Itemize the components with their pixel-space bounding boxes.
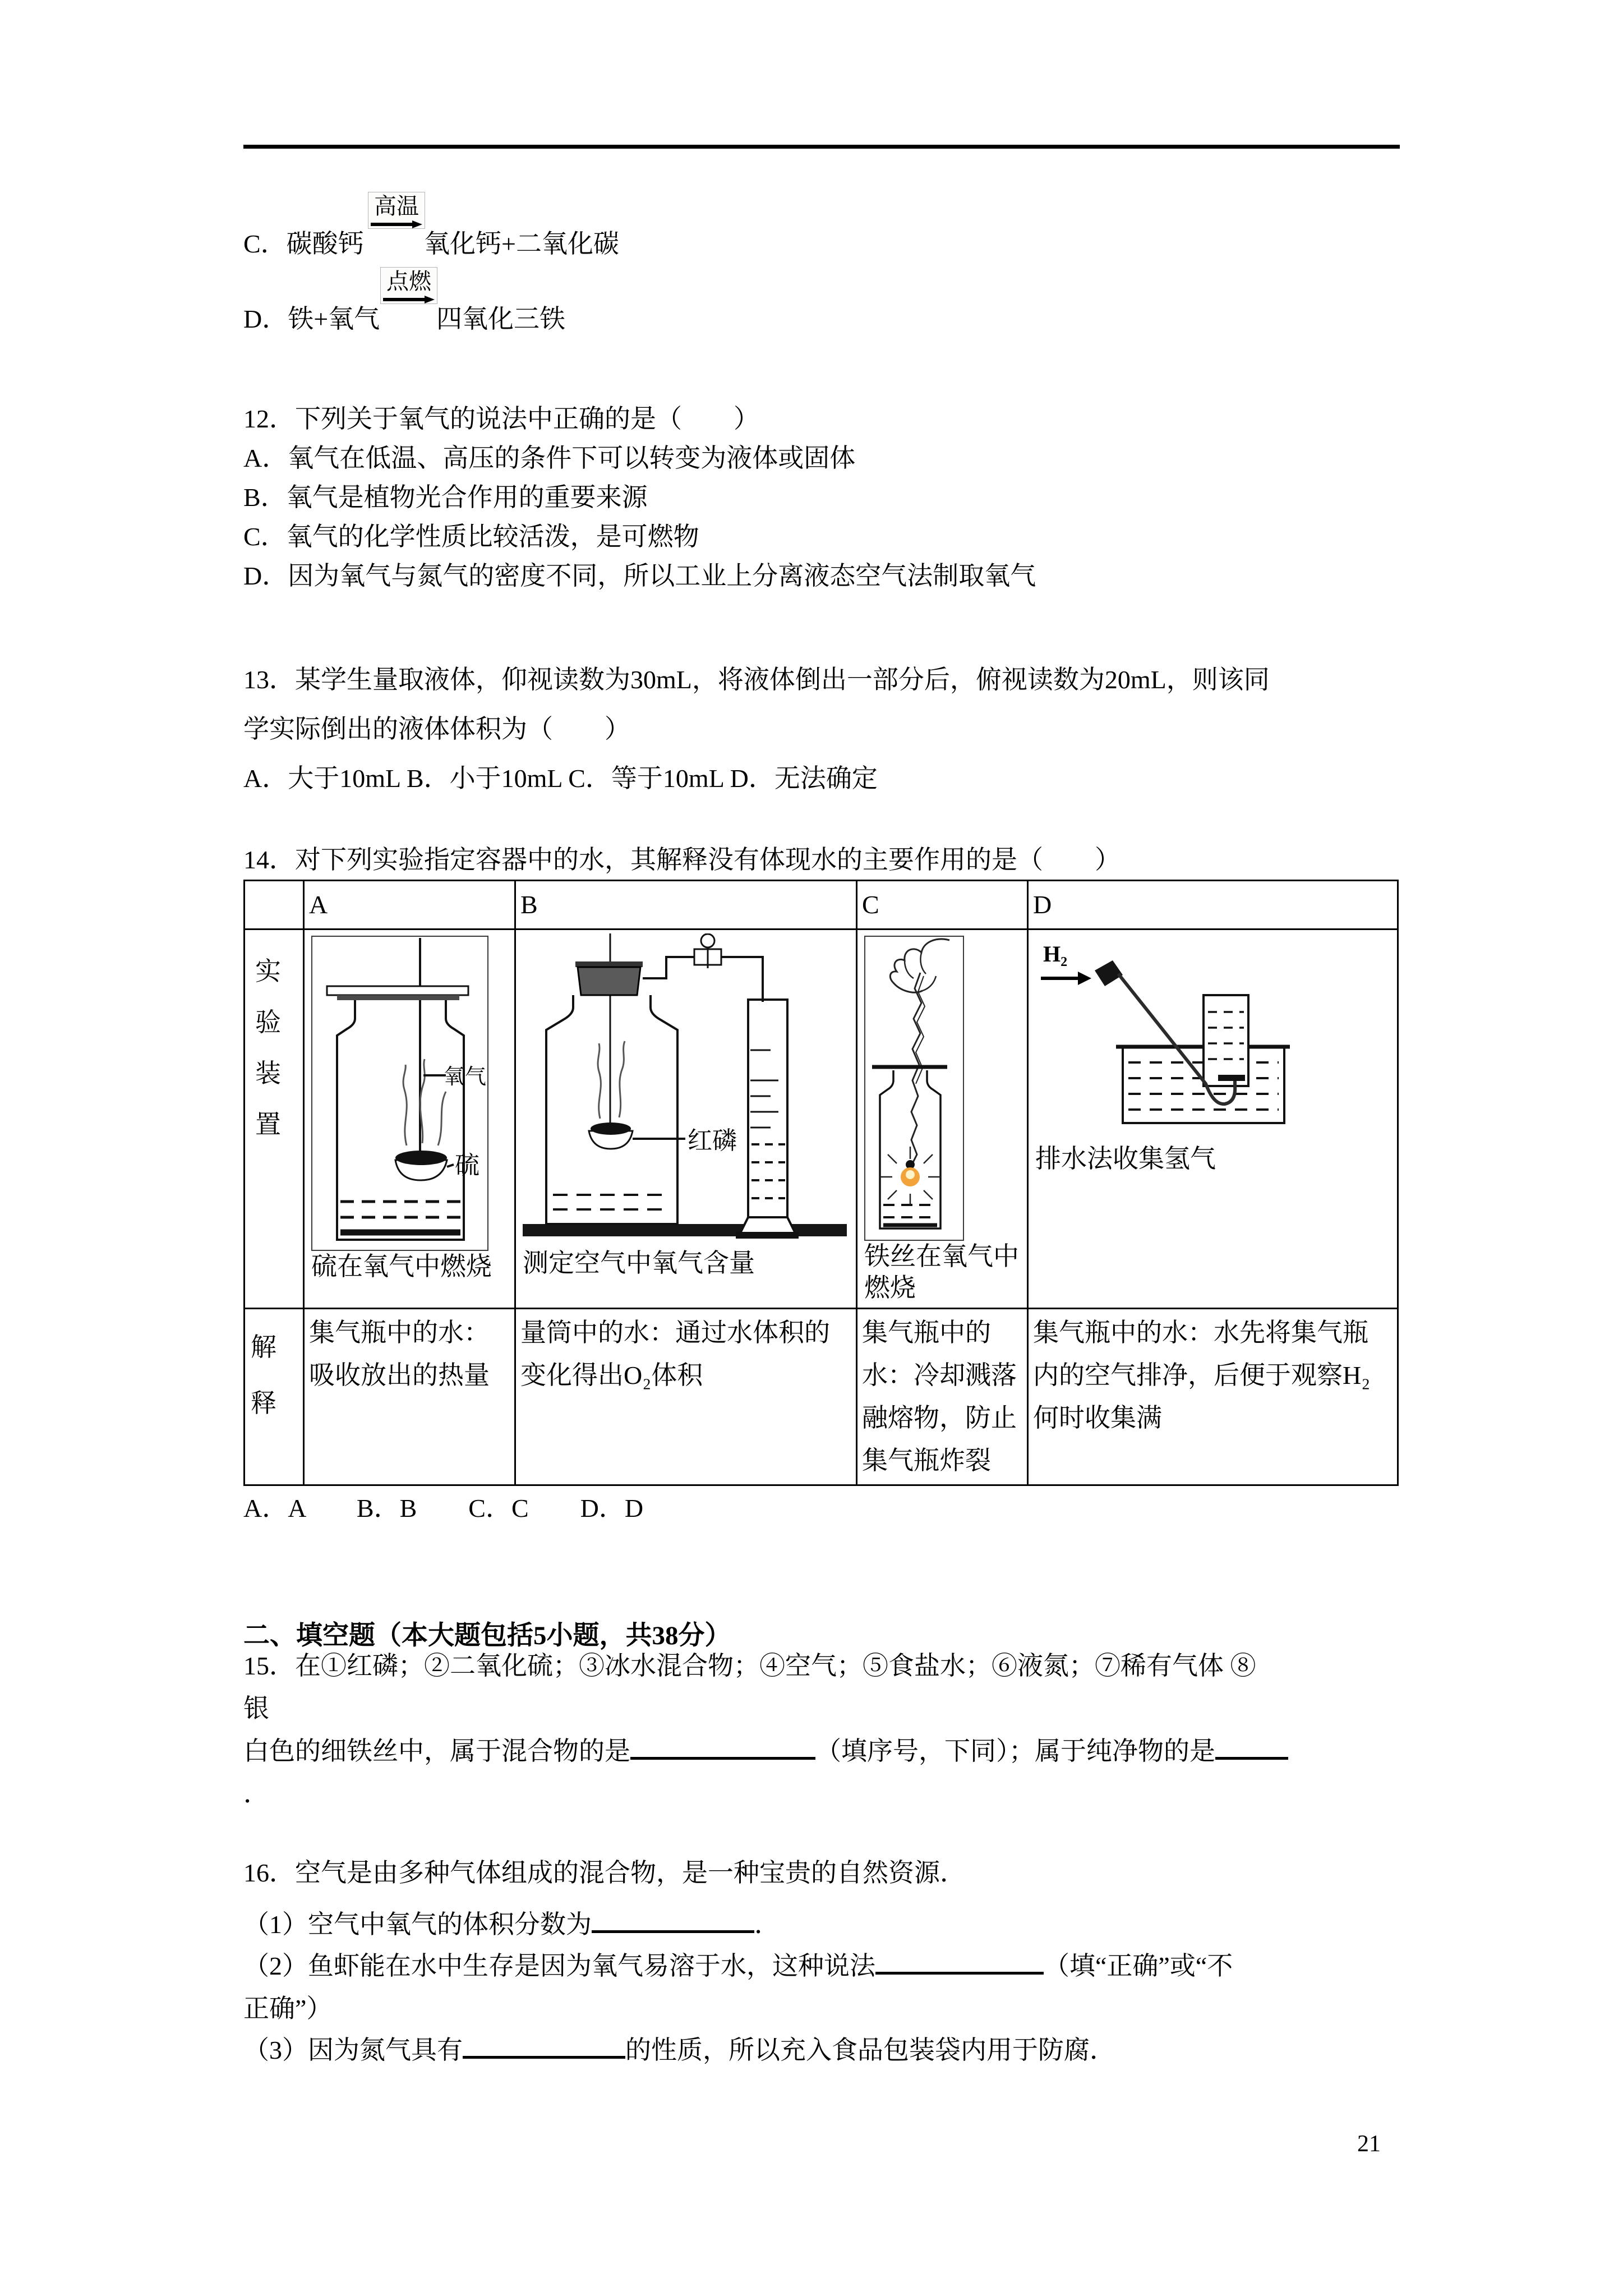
explanation-b: 量筒中的水：通过水体积的变化得出O₂体积 — [515, 1309, 857, 1485]
header-rule — [243, 145, 1400, 149]
section-2-heading-text: 二、填空题（本大题包括5小题，共38分） — [243, 1621, 731, 1650]
page-number: 21 — [1357, 2131, 1381, 2157]
explanation-row — [245, 1309, 1398, 1485]
red-phosphorus-label: 红磷 — [688, 1127, 737, 1154]
fill-blank — [630, 1734, 815, 1760]
apparatus-d-cell — [1028, 930, 1398, 1309]
red-phosphorus-sample — [591, 1122, 631, 1135]
table-header-a: A — [304, 881, 515, 930]
gas-bottle-outline — [337, 1000, 464, 1240]
question-16-item2-pre: （2）鱼虾能在水中生存是因为氧气易溶于水，这种说法 — [243, 1952, 875, 1980]
explanation-a: 集气瓶中的水：吸收放出的热量 — [304, 1309, 515, 1485]
question-15-line3-mid: （填序号，下同）；属于纯净物的是 — [815, 1737, 1215, 1765]
question-15 — [243, 1645, 1288, 1815]
question-16-item1-pre: （1）空气中氧气的体积分数为 — [243, 1910, 592, 1939]
apparatus-c-caption: 铁丝在氧气中燃烧 — [864, 1242, 1019, 1302]
rubber-stopper — [578, 967, 640, 995]
question-12-option-d: D．因为氧气与氮气的密度不同，所以工业上分离液态空气法制取氧气 — [243, 562, 1036, 590]
question-16-item1 — [243, 1904, 780, 1941]
collection-cylinder — [1204, 995, 1248, 1086]
fill-blank — [463, 2033, 625, 2059]
rubber-connector — [1095, 960, 1123, 986]
burning-sulfur — [395, 1151, 447, 1165]
reaction-arrow-icon — [371, 219, 422, 228]
question-13 — [243, 655, 1270, 803]
question-12 — [243, 399, 1036, 596]
question-12-title: 12．下列关于氧气的说法中正确的是（ ） — [243, 404, 759, 433]
apparatus-a-cell — [304, 930, 515, 1309]
fill-blank — [875, 1949, 1044, 1975]
table-header-row — [245, 881, 1398, 930]
apparatus-row — [245, 930, 1398, 1309]
hydrogen-label: H₂ — [1043, 941, 1068, 967]
question-16-item3-pre: （3）因为氮气具有 — [243, 2036, 463, 2064]
apparatus-b-illustration — [522, 933, 857, 1248]
question-14-title-text: 14．对下列实验指定容器中的水，其解释没有体现水的主要作用的是（ ） — [243, 845, 1121, 874]
cylinder-foot — [736, 1232, 799, 1239]
apparatus-d-caption: 排水法收集氢气 — [1035, 1144, 1216, 1173]
question-15-line3 — [243, 1730, 1288, 1773]
apparatus-a-illustration — [311, 936, 488, 1251]
pinch-clamp-ring — [701, 934, 714, 947]
equation-d-product: 四氧化三铁 — [436, 305, 565, 333]
question-13-line1: 13．某学生量取液体，仰视读数为30mL，将液体倒出一部分后，俯视读数为20mL，则该同 — [243, 665, 1270, 694]
table-header-d: D — [1028, 881, 1398, 930]
question-13-options: A．大于10mL B．小于10mL C．等于10mL D．无法确定 — [243, 764, 878, 793]
table-corner-cell — [245, 881, 304, 930]
hand-finger — [923, 976, 936, 991]
question-16-item2-continuation — [243, 1988, 332, 2025]
question-16-item2 — [243, 1945, 1233, 1982]
question-12-option-b: B．氧气是植物光合作用的重要来源 — [243, 483, 648, 512]
equation-c-reactant: C．碳酸钙 — [243, 229, 364, 258]
tube-tip — [1218, 1075, 1245, 1081]
apparatus-b-cell — [515, 930, 857, 1309]
fill-blank — [1215, 1734, 1288, 1760]
bottle-lid — [327, 986, 468, 995]
reaction-condition-box — [380, 267, 437, 304]
smoke-wisp — [438, 1092, 446, 1145]
question-12-option-c: C．氧气的化学性质比较活泼，是可燃物 — [243, 522, 699, 551]
gas-flow-arrowhead — [1078, 972, 1091, 985]
spark-core — [906, 1170, 915, 1179]
apparatus-c-cell — [857, 930, 1028, 1309]
question-16-item1-post: ． — [754, 1910, 780, 1939]
question-15-line3-pre: 白色的细铁丝中，属于混合物的是 — [243, 1737, 630, 1765]
smoke-wisp — [598, 1043, 601, 1119]
bottle-lid-shadow — [337, 995, 459, 1000]
cylinder-base — [740, 1217, 795, 1233]
question-16-intro-text: 16．空气是由多种气体组成的混合物，是一种宝贵的自然资源． — [243, 1858, 966, 1887]
apparatus-c-illustration — [864, 936, 964, 1241]
label-pointer — [447, 1165, 454, 1167]
equation-d-reactant: D．铁+氧气 — [243, 305, 380, 333]
question-15-line1: 15．在①红磷；②二氧化硫；③冰水混合物；④空气；⑤食盐水；⑥液氮；⑦稀有气体 ⑧ — [243, 1651, 1256, 1680]
reaction-arrow-icon — [383, 295, 435, 303]
question-14-title — [243, 839, 1121, 876]
question-16-intro — [243, 1852, 966, 1889]
table-header-b: B — [515, 881, 857, 930]
explanation-row-label-cell — [245, 1309, 304, 1485]
twisted-iron-wire — [910, 973, 921, 1168]
oxygen-label: 氧气 — [444, 1065, 487, 1089]
question-16-item3 — [243, 2030, 1115, 2067]
graduated-cylinder — [748, 1000, 787, 1217]
question-12-option-a: A．氧气在低温、高压的条件下可以转变为液体或固体 — [243, 444, 856, 472]
smoke-wisp — [619, 1041, 625, 1117]
hand-finger — [920, 953, 926, 974]
apparatus-d-illustration — [1038, 937, 1291, 1134]
question-13-line2: 学实际倒出的液体体积为（ ） — [243, 715, 630, 743]
explanation-c: 集气瓶中的水：冷却溅落融熔物，防止集气瓶炸裂 — [857, 1309, 1028, 1485]
gas-bottle-outline — [546, 995, 677, 1224]
fill-blank — [592, 1908, 754, 1933]
apparatus-row-label-cell — [245, 930, 304, 1309]
question-16-item3-post: 的性质，所以充入食品包装袋内用于防腐． — [625, 2036, 1115, 2064]
equation-c-product: 氧化钙+二氧化碳 — [424, 229, 619, 258]
explanation-d: 集气瓶中的水：水先将集气瓶内的空气排净，后便于观察H₂何时收集满 — [1028, 1309, 1398, 1485]
reaction-condition-box — [368, 192, 425, 229]
apparatus-b-caption: 测定空气中氧气含量 — [523, 1249, 755, 1277]
sulfur-label: 硫 — [455, 1152, 479, 1179]
condition-label: 高温 — [374, 194, 419, 219]
question-15-line4: ． — [243, 1779, 269, 1808]
table-header-c: C — [857, 881, 1028, 930]
question-16-item2-post: （填“正确”或“不 — [1044, 1952, 1233, 1980]
question-14-table — [243, 880, 1399, 1486]
question-15-line2: 银 — [243, 1694, 269, 1723]
apparatus-a-caption: 硫在氧气中燃烧 — [311, 1252, 492, 1281]
hand-finger — [905, 960, 914, 978]
explanation-row-label: 解释 — [251, 1333, 276, 1418]
question-14-answers — [243, 1488, 643, 1525]
condition-label: 点燃 — [386, 269, 431, 294]
hand-sketch — [890, 939, 949, 992]
smoke-wisp — [403, 1065, 407, 1145]
question-14-answers-text: A．A B．B C．C D．D — [243, 1494, 644, 1522]
question-16-item2-cont-text: 正确”） — [243, 1994, 333, 2023]
apparatus-row-label: 实验装置 — [255, 957, 281, 1139]
